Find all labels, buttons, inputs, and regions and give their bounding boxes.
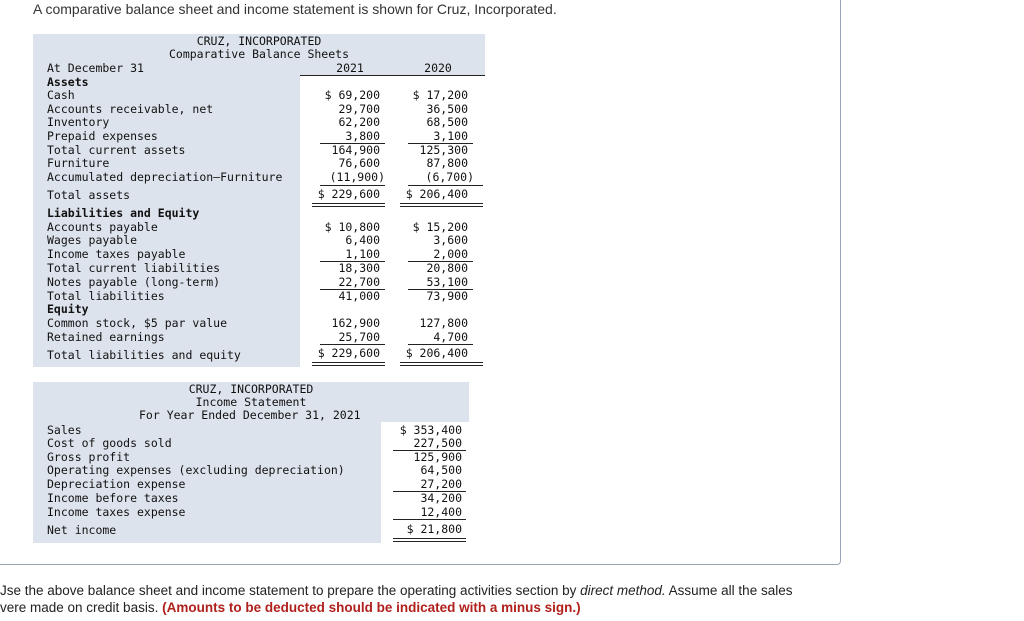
bs-row-2020: 3,600	[433, 233, 468, 247]
bs-row-label: Accounts payable	[47, 220, 158, 234]
bs-row-label: Total liabilities	[47, 289, 165, 303]
bs-row-2021: 18,300	[338, 261, 380, 275]
is-row-value: 27,200	[420, 477, 462, 491]
is-row-value: 227,500	[413, 436, 462, 450]
bs-col-2021: 2021	[336, 61, 364, 75]
bs-row-label: Retained earnings	[47, 330, 165, 344]
is-row-label: Income before taxes	[47, 491, 179, 505]
bs-total-double-rule	[400, 362, 483, 366]
bs-row-2021: 62,200	[338, 115, 380, 129]
is-total-double-rule	[393, 538, 466, 542]
bs-row-2020: 4,700	[433, 330, 468, 344]
bs-row-2020: $ 15,200	[412, 220, 468, 234]
is-net-income-value: $ 21,800	[406, 522, 462, 536]
instructions	[0, 582, 1010, 616]
bs-row-label: Prepaid expenses	[47, 129, 158, 143]
bs-subtotal-rule	[320, 185, 385, 186]
bs-row-2020: 125,300	[419, 143, 468, 157]
bs-row-2020: 3,100	[433, 129, 468, 143]
is-subtotal-rule	[393, 519, 466, 520]
bs-subtotal-rule	[320, 344, 385, 345]
bs-date-label: At December 31	[47, 61, 144, 75]
bs-header-rule	[300, 75, 485, 76]
bs-row-label: Income taxes payable	[47, 247, 186, 261]
bs-row-2021: 1,100	[345, 247, 380, 261]
instructions-text: Jse the above balance sheet and income statement to prepare the operating activities section by	[0, 583, 581, 598]
is-row-value: 34,200	[420, 491, 462, 505]
bs-subtotal-rule	[408, 185, 483, 186]
bs-company: CRUZ, INCORPORATED	[196, 34, 322, 48]
is-row-value: 12,400	[420, 505, 462, 519]
is-row-label: Gross profit	[47, 450, 131, 464]
bs-row-2020: 87,800	[426, 156, 468, 170]
bs-assets-heading: Assets	[47, 75, 89, 89]
bs-row-2021: 25,700	[338, 330, 380, 344]
instructions-text: Assume all the sales	[665, 583, 793, 598]
instructions-line-1	[0, 582, 1010, 599]
bs-row-2021: 6,400	[345, 233, 380, 247]
bs-row-label: Total current assets	[47, 143, 186, 157]
bs-total-assets-2021: $ 229,600	[317, 187, 380, 201]
bs-row-2021: 164,900	[331, 143, 380, 157]
bs-row-2020: 73,900	[426, 289, 468, 303]
bs-row-2020: 127,800	[419, 316, 468, 330]
is-row-label: Depreciation expense	[47, 477, 186, 491]
bs-row-2020: $ 17,200	[412, 88, 468, 102]
bs-row-2020: 2,000	[433, 247, 468, 261]
instructions-text: vere made on credit basis.	[0, 600, 163, 615]
bs-total-le-2020: $ 206,400	[405, 346, 468, 360]
is-row-value: $ 353,400	[399, 423, 462, 437]
instructions-method: direct method.	[580, 583, 666, 598]
bs-row-2021: $ 69,200	[324, 88, 380, 102]
bs-row-2020: 20,800	[426, 261, 468, 275]
bs-total-le-2021: $ 229,600	[317, 346, 380, 360]
is-company: CRUZ, INCORPORATED	[188, 382, 314, 396]
instructions-line-2	[0, 599, 1010, 616]
bs-row-label: Total current liabilities	[47, 261, 221, 275]
bs-row-2021: 162,900	[331, 316, 380, 330]
intro-text: A comparative balance sheet and income statement is shown for Cruz, Incorporated.	[33, 1, 557, 17]
bs-row-2021: 3,800	[345, 129, 380, 143]
bs-row-label: Wages payable	[47, 233, 138, 247]
bs-row-label: Accounts receivable, net	[47, 102, 214, 116]
bs-row-2020: (6,700)	[425, 170, 474, 184]
bs-row-2020: 36,500	[426, 102, 468, 116]
bs-total-double-rule	[400, 203, 483, 207]
is-row-label: Cost of goods sold	[47, 436, 172, 450]
bs-title: Comparative Balance Sheets	[168, 47, 349, 61]
bs-row-label: Cash	[47, 88, 75, 102]
bs-row-label: Furniture	[47, 156, 110, 170]
bs-row-2021: 29,700	[338, 102, 380, 116]
bs-total-double-rule	[312, 203, 385, 207]
is-row-label: Sales	[47, 423, 82, 437]
bs-row-2021: $ 10,800	[324, 220, 380, 234]
bs-total-assets-2020: $ 206,400	[405, 187, 468, 201]
bs-total-double-rule	[312, 362, 385, 366]
instructions-note: (Amounts to be deducted should be indicated with a minus sign.)	[162, 600, 581, 615]
is-row-value: 64,500	[420, 463, 462, 477]
bs-row-label: Inventory	[47, 115, 110, 129]
is-net-income-label: Net income	[47, 523, 117, 537]
bs-row-label: Accumulated depreciation—Furniture	[47, 170, 283, 184]
bs-row-2020: 53,100	[426, 275, 468, 289]
bs-row-2021: 41,000	[338, 289, 380, 303]
bs-row-2020: 68,500	[426, 115, 468, 129]
bs-row-label: Common stock, $5 par value	[47, 316, 228, 330]
bs-row-2021: (11,900)	[329, 170, 385, 184]
is-row-label: Income taxes expense	[47, 505, 186, 519]
is-period: For Year Ended December 31, 2021	[139, 408, 361, 422]
bs-subtotal-rule	[408, 344, 473, 345]
is-row-value: 125,900	[413, 450, 462, 464]
bs-col-2020: 2020	[424, 61, 452, 75]
bs-equity-heading: Equity	[47, 302, 89, 316]
bs-total-le-label: Total liabilities and equity	[47, 348, 241, 362]
is-title: Income Statement	[195, 395, 307, 409]
bs-row-2021: 76,600	[338, 156, 380, 170]
is-row-label: Operating expenses (excluding depreciation)	[47, 463, 345, 477]
bs-total-assets-label: Total assets	[47, 188, 131, 202]
bs-liab-heading: Liabilities and Equity	[47, 206, 200, 220]
bs-row-label: Notes payable (long-term)	[47, 275, 221, 289]
bs-row-2021: 22,700	[338, 275, 380, 289]
